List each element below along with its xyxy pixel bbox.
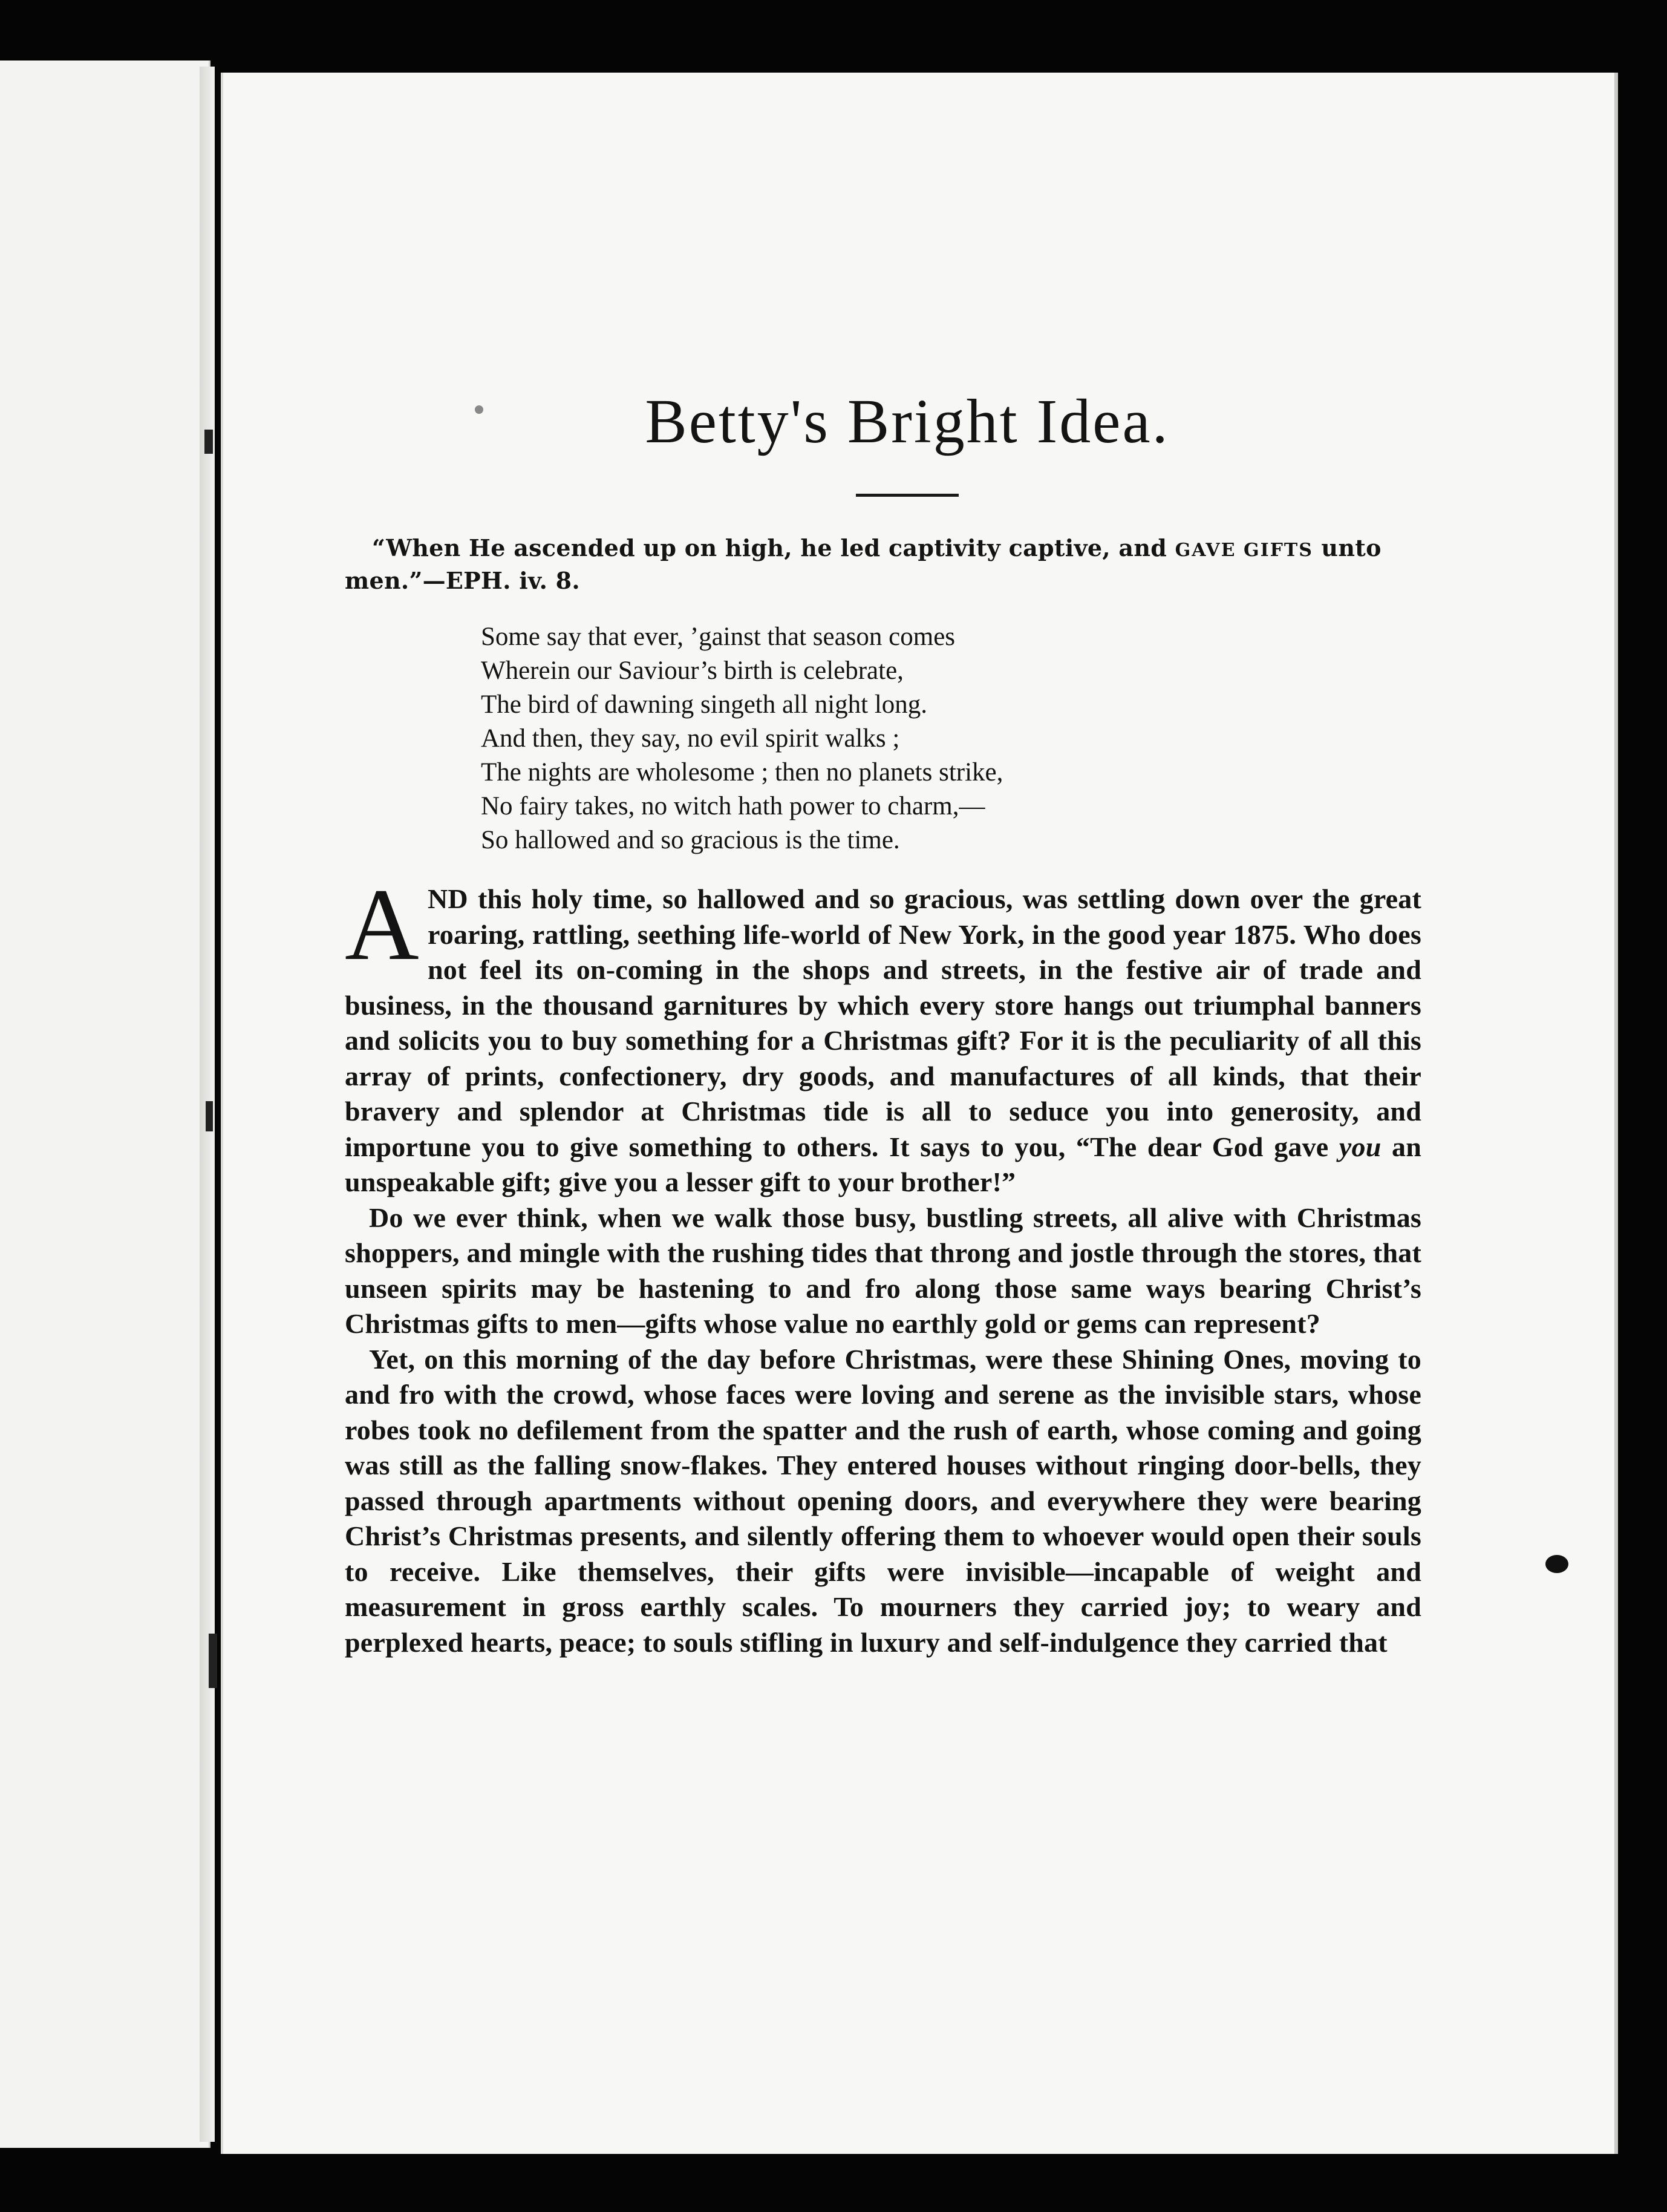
- ink-spot: [1545, 1555, 1568, 1573]
- binding-mark: [209, 1634, 217, 1688]
- poem-line: The nights are wholesome ; then no planets strike,: [481, 758, 1003, 787]
- paragraph-2: Do we ever think, when we walk those busy, bustling streets, all alive with Christmas shoppers, and mingle with the rushing tides that throng and jostle through the stores, that unseen spirits may be hastening to and fro along those same ways bearing Christ’s Christmas gifts to men—gifts whose value no earthly gold or gems can represent?: [345, 1202, 1421, 1340]
- poem-line: So hallowed and so gracious is the time.: [481, 826, 900, 855]
- binding-mark: [206, 1101, 213, 1131]
- binding-mark: [204, 430, 213, 454]
- drop-cap: A: [345, 868, 419, 982]
- paragraph-text: ND this holy time, so hallowed and so gracious, was settling down over the great roaring, rattling, seething life-world of New York, in the good year 1875. Who does not feel its on-coming in the shops and streets, in the festive air of trade and business, in the thousand garnitures by which every store hangs out triumphal banners and solicits you to buy something for a Christmas gift? For it is the peculiarity of all this array of prints, confectionery, dry goods, and manufactures of all kinds, that their bravery and splendor at Christmas tide is all to seduce you into generosity, and importune you to give something to others. It says to you, “The dear God gave: [345, 883, 1421, 1162]
- epigraph-reference: EPH. iv. 8.: [445, 567, 580, 595]
- poem-line: And then, they say, no evil spirit walks ;: [481, 724, 900, 753]
- poem-line: Wherein our Saviour’s birth is celebrate,: [481, 656, 904, 686]
- page-content: [345, 387, 1421, 1660]
- paragraph-text: an unspeakable gift; give you a lesser gift to your brother!”: [345, 1131, 1422, 1198]
- poem-line: The bird of dawning singeth all night long.: [481, 690, 928, 719]
- epigraph: [345, 533, 1421, 596]
- title-rule: [856, 494, 959, 497]
- epigraph-text-after: unto men.”—: [345, 534, 1382, 595]
- chapter-title: Betty's Bright Idea.: [645, 387, 1170, 456]
- paragraph-1: [345, 868, 1422, 1200]
- epigraph-emphasis: GAVE GIFTS: [1175, 540, 1313, 561]
- epigraph-text: “When He ascended up on high, he led captivity captive, and: [372, 534, 1175, 562]
- poem-line: Some say that ever, ’gainst that season comes: [481, 623, 956, 652]
- paragraph-3: Yet, on this morning of the day before Christmas, were these Shining Ones, moving to and fro with the crowd, whose faces were loving and serene as the invisible stars, whose robes took no defilement from the spatter and the rush of earth, whose coming and going was still as the falling snow-flakes. They entered houses without ringing door-bells, they passed through apartments without opening doors, and everywhere they were bearing Christ’s Christmas presents, and silently offering them to whoever would open their souls to receive. Like themselves, their gifts were invisible—incapable of weight and measurement in gross earthly scales. To mourners they carried joy; to weary and perplexed hearts, peace; to souls stifling in luxury and self-indulgence they carried that: [345, 1343, 1421, 1658]
- italic-word: you: [1339, 1131, 1382, 1162]
- poem: [481, 620, 1421, 857]
- poem-line: No fairy takes, no witch hath power to charm,—: [481, 792, 985, 821]
- previous-page-edge: [0, 61, 210, 2148]
